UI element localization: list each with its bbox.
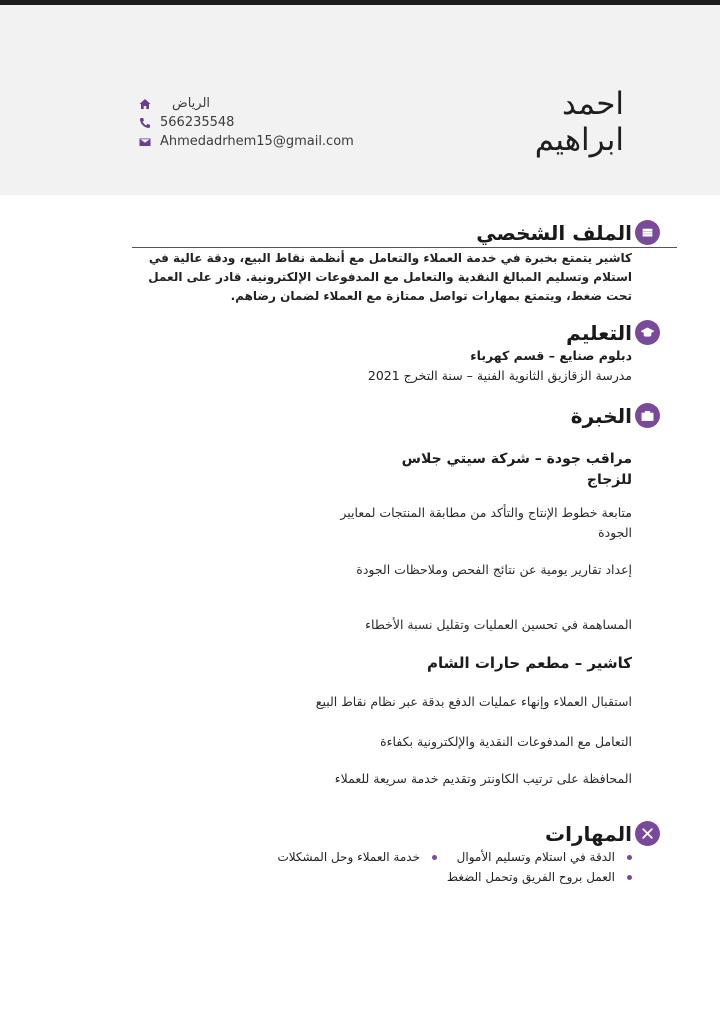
mail-icon: [138, 135, 152, 149]
skills-heading: المهارات: [545, 822, 632, 846]
tools-icon: [635, 821, 660, 846]
education-degree: دبلوم صنايع – قسم كهرباء: [470, 348, 632, 363]
email-row: [138, 132, 398, 151]
job-bullet: المساهمة في تحسين العمليات وتقليل نسبة الأخطاء: [365, 617, 632, 632]
bullet-dot-icon: [627, 855, 632, 860]
education-school: مدرسة الزقازيق الثانوية الفنية – سنة التخرج 2021: [367, 368, 632, 383]
job-bullet: متابعة خطوط الإنتاج والتأكد من مطابقة المنتجات لمعايير الجودة: [340, 505, 632, 540]
job-title: كاشير – مطعم حارات الشام: [426, 654, 632, 672]
skill-item: العمل بروح الفريق وتحمل الضغط: [437, 868, 632, 886]
job-bullet: التعامل مع المدفوعات النقدية والإلكترونية بكفاءة: [380, 734, 632, 749]
phone-row: [138, 113, 398, 132]
bullet-dot-icon: [432, 855, 437, 860]
location-row: [138, 94, 398, 113]
profile-summary: كاشير يتمتع بخبرة في خدمة العملاء والتعامل مع أنظمة نقاط البيع، ودقة عالية في استلام وتسليم المبالغ النقدية والتعامل مع المدفوعات الإلكترونية. قادر على العمل تحت ضغط، ويتمتع بمهارات تواصل ممتازة مع العملاء لضمان رضاهم.: [148, 251, 632, 303]
job-bullet: استقبال العملاء وإنهاء عمليات الدفع بدقة عبر نظام نقاط البيع: [315, 694, 632, 709]
education-heading: التعليم: [566, 321, 632, 345]
location-text: الرياض: [172, 96, 211, 111]
list-icon: [635, 220, 660, 245]
job-bullet: المحافظة على ترتيب الكاونتر وتقديم خدمة سريعة للعملاء: [334, 771, 632, 786]
email-text[interactable]: Ahmedadrhem15@gmail.com: [160, 134, 354, 149]
phone-text[interactable]: 566235548: [160, 115, 235, 130]
first-name: احمد: [562, 86, 624, 122]
contact-info: [138, 94, 398, 151]
skill-item: خدمة العملاء وحل المشكلات: [137, 848, 437, 866]
briefcase-icon: [635, 403, 660, 428]
skills-list: [52, 848, 632, 886]
job-title: مراقب جودة – شركة سيتي جلاس للزجاج: [401, 451, 632, 488]
bullet-dot-icon: [627, 875, 632, 880]
profile-heading: الملف الشخصي: [476, 221, 632, 245]
profile-divider: [132, 247, 677, 248]
graduation-cap-icon: [635, 320, 660, 345]
full-name: [424, 86, 624, 158]
phone-icon: [138, 116, 152, 130]
skill-item: الدقة في استلام وتسليم الأموال: [437, 848, 632, 866]
last-name: ابراهيم: [534, 122, 624, 158]
home-icon: [138, 97, 152, 111]
experience-heading: الخبرة: [570, 404, 632, 428]
job-bullet: إعداد تقارير يومية عن نتائج الفحص وملاحظات الجودة: [356, 562, 632, 577]
